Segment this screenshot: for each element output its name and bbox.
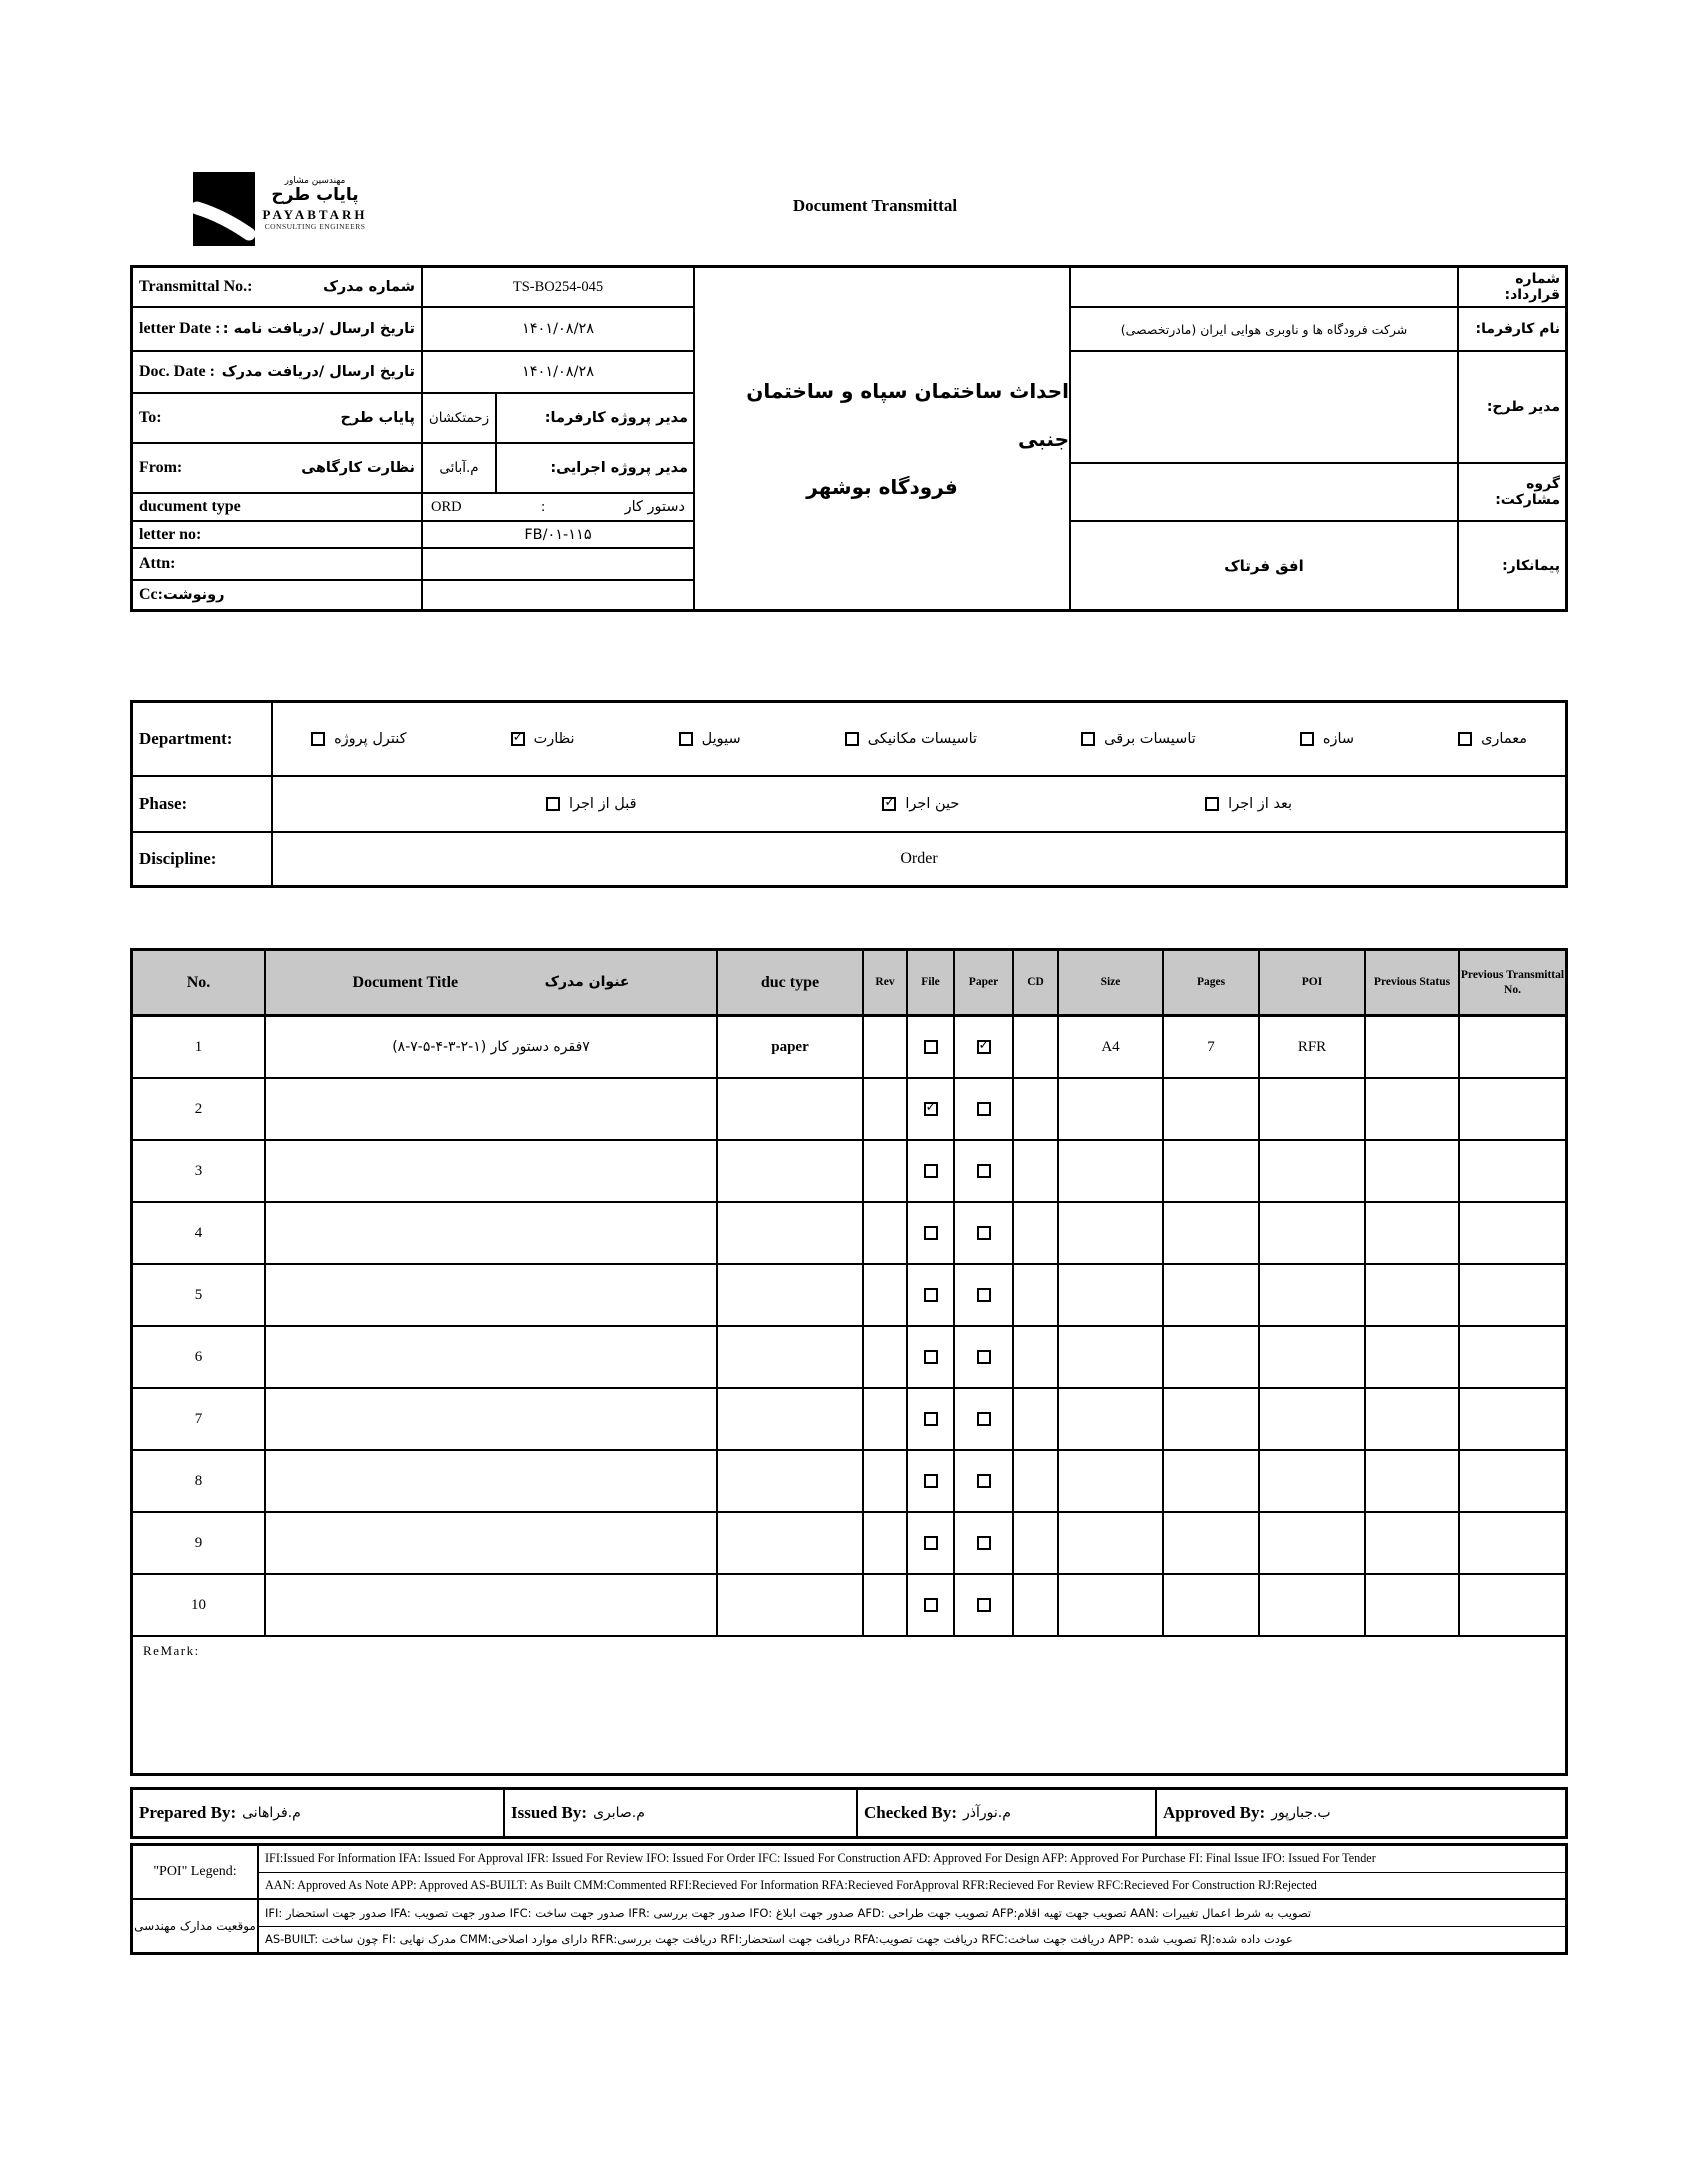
row-previous-status xyxy=(1366,1451,1460,1511)
row-previous-transmittal xyxy=(1460,1513,1565,1573)
table-row xyxy=(133,1017,1565,1079)
header-left-block xyxy=(133,268,695,609)
header-previous-transmittal: Previous Transmittal No. xyxy=(1460,969,1565,996)
row-poi xyxy=(1260,1141,1366,1201)
department-item-civil xyxy=(679,731,741,747)
letter-no-label-text: letter no: xyxy=(139,525,202,543)
department-item-label: تاسیسات مکانیکی xyxy=(867,731,978,747)
row-duc-type xyxy=(718,1575,864,1635)
row-paper-cell xyxy=(955,1141,1014,1201)
legend-row-fa-1: IFI: صدور جهت استحضار IFA: صدور جهت تصویب IFC: صدور جهت ساخت IFR: صدور جهت بررسی IFO: صدور جهت ابلاغ AFD: تصویب جهت طراحی AFP:تصویب جهت تهیه اقلام AAN: تصویب به شرط اعمال تغییرات xyxy=(259,1900,1565,1927)
file-checkbox[interactable] xyxy=(924,1164,938,1178)
phase-items xyxy=(273,777,1565,831)
row-pages xyxy=(1164,1575,1260,1635)
row-paper-cell xyxy=(955,1451,1014,1511)
row-file-cell xyxy=(908,1017,955,1077)
row-size xyxy=(1059,1079,1164,1139)
from-cell xyxy=(133,444,423,492)
row-poi xyxy=(1260,1451,1366,1511)
legend-row-en-1: IFI:Issued For Information IFA: Issued For Approval IFR: Issued For Review IFO: Issued For Order IFC: Issued For Construction AFD: Approved For Design AFP: Approved For Purchase FI: Final Issue IFO: Issued For Tender xyxy=(259,1846,1565,1873)
row-number: 3 xyxy=(133,1141,266,1201)
header-pages: Pages xyxy=(1164,951,1260,1014)
client-name-label: نام کارفرما: xyxy=(1475,321,1560,337)
file-checkbox[interactable] xyxy=(924,1536,938,1550)
row-previous-status xyxy=(1366,1575,1460,1635)
table-row xyxy=(133,1203,1565,1265)
header-previous-status: Previous Status xyxy=(1366,951,1460,1014)
row-pages xyxy=(1164,1265,1260,1325)
row-size xyxy=(1059,1451,1164,1511)
row-rev xyxy=(864,1389,908,1449)
row-number: 1 xyxy=(133,1017,266,1077)
row-duc-type xyxy=(718,1265,864,1325)
row-previous-status xyxy=(1366,1141,1460,1201)
from-person: م.آبائی xyxy=(423,444,497,492)
header-file: File xyxy=(908,951,955,1014)
table-row xyxy=(133,1265,1565,1327)
architecture-checkbox[interactable] xyxy=(1458,732,1472,746)
file-checkbox[interactable] xyxy=(924,1040,938,1054)
row-cd xyxy=(1014,1513,1059,1573)
doc-date-label-fa: تاریخ ارسال /دریافت مدرک xyxy=(221,364,415,380)
document-type-colon: : xyxy=(541,498,546,515)
row-previous-status xyxy=(1366,1079,1460,1139)
design-manager-label: مدیر طرح: xyxy=(1486,399,1560,415)
table-row xyxy=(133,1389,1565,1451)
logo-fa-name: پایاب طرح xyxy=(271,185,359,206)
row-pages xyxy=(1164,1079,1260,1139)
poi-legend-table xyxy=(130,1843,1568,1955)
letter-date-label-en: letter Date : xyxy=(139,320,221,337)
project-control-checkbox[interactable] xyxy=(311,732,325,746)
legend-row-fa-2: AS-BUILT: چون ساخت FI: مدرک نهایی CMM:دارای موارد اصلاحی RFR:دریافت جهت بررسی RFI:دریافت جهت استحضار RFA:دریافت جهت تصویب RFC:دریافت جهت ساخت APP: تصویب شده RJ:عودت داده شده xyxy=(265,1932,1293,1947)
row-cd xyxy=(1014,1017,1059,1077)
after-execution-checkbox[interactable] xyxy=(1205,797,1219,811)
file-checkbox[interactable] xyxy=(924,1598,938,1612)
civil-checkbox[interactable] xyxy=(679,732,693,746)
phase-item-before-execution xyxy=(546,796,637,812)
phase-item-label: قبل از اجرا xyxy=(568,796,637,812)
row-pages xyxy=(1164,1141,1260,1201)
row-file-cell xyxy=(908,1141,955,1201)
attn-label-text: Attn: xyxy=(139,555,176,572)
row-previous-status xyxy=(1366,1389,1460,1449)
file-checkbox[interactable] xyxy=(924,1412,938,1426)
issued-by-name: م.صابری xyxy=(593,1805,645,1821)
row-poi xyxy=(1260,1327,1366,1387)
row-cd xyxy=(1014,1575,1059,1635)
approved-by-name: ب.جبارپور xyxy=(1271,1805,1331,1821)
row-file-cell xyxy=(908,1513,955,1573)
to-person: زحمتکشان xyxy=(423,394,497,442)
row-previous-transmittal xyxy=(1460,1451,1565,1511)
row-duc-type xyxy=(718,1079,864,1139)
row-paper-cell xyxy=(955,1575,1014,1635)
department-item-label: سیویل xyxy=(701,731,741,747)
document-type-label xyxy=(133,494,423,520)
paper-checkbox[interactable] xyxy=(977,1040,991,1054)
header-document-title xyxy=(266,951,718,1014)
row-size xyxy=(1059,1141,1164,1201)
row-rev xyxy=(864,1327,908,1387)
department-item-label: سازه xyxy=(1322,731,1355,747)
mechanical-checkbox[interactable] xyxy=(845,732,859,746)
checked-by-cell xyxy=(858,1790,1157,1836)
doc-date-label-en: Doc. Date : xyxy=(139,363,215,380)
department-item-supervision xyxy=(511,731,575,747)
row-paper-cell xyxy=(955,1265,1014,1325)
row-previous-status xyxy=(1366,1017,1460,1077)
project-title-line1: احداث ساختمان سپاه و ساختمان جنبی xyxy=(746,378,1069,451)
row-rev xyxy=(864,1203,908,1263)
header-right-rows xyxy=(1071,268,1565,609)
row-pages xyxy=(1164,1389,1260,1449)
header-paper: Paper xyxy=(955,951,1014,1014)
row-previous-transmittal xyxy=(1460,1575,1565,1635)
doc-date-value: ۱۴۰۱/۰۸/۲۸ xyxy=(521,364,595,380)
prepared-by-name: م.فراهانی xyxy=(242,1805,301,1821)
row-paper-cell xyxy=(955,1389,1014,1449)
logo-en-subtitle: CONSULTING ENGINEERS xyxy=(264,221,366,231)
row-cd xyxy=(1014,1203,1059,1263)
row-document-title xyxy=(266,1141,718,1201)
row-cd xyxy=(1014,1079,1059,1139)
department-item-mechanical xyxy=(845,731,977,747)
phase-item-during-execution xyxy=(882,796,959,812)
partnership-group-label: گروه مشارکت: xyxy=(1495,476,1560,508)
phase-item-label: حین اجرا xyxy=(905,796,960,812)
paper-checkbox[interactable] xyxy=(977,1598,991,1612)
department-items xyxy=(273,703,1565,775)
row-cd xyxy=(1014,1265,1059,1325)
header-document-title-fa: عنوان مدرک xyxy=(544,973,630,990)
row-poi xyxy=(1260,1575,1366,1635)
row-duc-type xyxy=(718,1327,864,1387)
header-no: No. xyxy=(133,951,266,1014)
row-document-title xyxy=(266,1265,718,1325)
client-name-value: شرکت فرودگاه ها و ناوبری هوایی ایران (مادرتخصصی) xyxy=(1071,308,1459,350)
contract-no-label: شماره قرارداد: xyxy=(1504,271,1560,303)
header-info-table xyxy=(130,265,1568,612)
row-file-cell xyxy=(908,1327,955,1387)
company-logo-icon xyxy=(193,172,255,246)
contractor-label: پیمانکار: xyxy=(1502,557,1560,574)
row-previous-transmittal xyxy=(1460,1203,1565,1263)
row-poi xyxy=(1260,1079,1366,1139)
paper-checkbox[interactable] xyxy=(977,1226,991,1240)
client-pm-label: مدیر پروژه کارفرما: xyxy=(544,410,688,426)
row-size xyxy=(1059,1265,1164,1325)
before-execution-checkbox[interactable] xyxy=(546,797,560,811)
checked-by-label: Checked By: xyxy=(864,1803,958,1822)
cc-value xyxy=(423,581,693,609)
row-file-cell xyxy=(908,1079,955,1139)
legend-row-en-2: AAN: Approved As Note APP: Approved AS-BUILT: As Built CMM:Commented RFI:Recieved For Information RFA:Recieved ForApproval RFR:Recieved For Review RFC:Recieved For Construction RJ:Rejected xyxy=(259,1873,1565,1901)
row-number: 4 xyxy=(133,1203,266,1263)
row-previous-status xyxy=(1366,1513,1460,1573)
row-pages xyxy=(1164,1203,1260,1263)
transmittal-no-value: TS-BO254-045 xyxy=(512,278,604,295)
transmittal-no-label-fa: شماره مدرک xyxy=(323,279,415,295)
legend-label-column xyxy=(133,1846,259,1952)
paper-checkbox[interactable] xyxy=(977,1288,991,1302)
header-cd: CD xyxy=(1014,951,1059,1014)
file-checkbox[interactable] xyxy=(924,1288,938,1302)
checked-by-name: م.نورآذر xyxy=(963,1805,1011,1821)
row-document-title xyxy=(266,1513,718,1573)
row-previous-transmittal xyxy=(1460,1265,1565,1325)
paper-checkbox[interactable] xyxy=(977,1474,991,1488)
row-poi xyxy=(1260,1203,1366,1263)
poi-legend-label: "POI" Legend: xyxy=(133,1846,257,1900)
row-paper-cell xyxy=(955,1017,1014,1077)
row-rev xyxy=(864,1141,908,1201)
structure-checkbox[interactable] xyxy=(1300,732,1314,746)
row-cd xyxy=(1014,1327,1059,1387)
from-label: From: xyxy=(139,459,183,476)
attn-label xyxy=(133,549,423,579)
to-value: پایاب طرح xyxy=(340,410,415,426)
row-document-title xyxy=(266,1575,718,1635)
department-item-architecture xyxy=(1458,731,1527,747)
row-poi xyxy=(1260,1389,1366,1449)
row-cd xyxy=(1014,1451,1059,1511)
row-pages xyxy=(1164,1513,1260,1573)
contract-no-value xyxy=(1071,268,1459,306)
row-size: A4 xyxy=(1059,1017,1164,1077)
partnership-group-value xyxy=(1071,464,1459,520)
remark-label: ReMark: xyxy=(143,1643,200,1658)
paper-checkbox[interactable] xyxy=(977,1164,991,1178)
header-right-block xyxy=(695,268,1565,609)
row-size xyxy=(1059,1575,1164,1635)
row-previous-status xyxy=(1366,1203,1460,1263)
row-rev xyxy=(864,1575,908,1635)
row-duc-type: paper xyxy=(718,1017,864,1077)
discipline-label: Discipline: xyxy=(133,833,273,885)
row-document-title xyxy=(266,1079,718,1139)
header-size: Size xyxy=(1059,951,1164,1014)
row-pages: 7 xyxy=(1164,1017,1260,1077)
department-item-label: تاسیسات برقی xyxy=(1104,731,1196,747)
cc-label-fa: رونوشت xyxy=(162,587,225,603)
row-previous-transmittal xyxy=(1460,1141,1565,1201)
department-label: Department: xyxy=(133,703,273,775)
document-status-label: موقعیت مدارک مهندسی xyxy=(134,1919,256,1933)
row-size xyxy=(1059,1327,1164,1387)
document-type-label-text: ducument type xyxy=(139,498,241,515)
letter-date-value: ۱۴۰۱/۰۸/۲۸ xyxy=(521,321,595,337)
transmittal-no-label-en: Transmittal No.: xyxy=(139,278,253,295)
row-poi xyxy=(1260,1265,1366,1325)
department-item-label: معماری xyxy=(1481,731,1527,747)
approved-by-cell xyxy=(1157,1790,1565,1836)
row-document-title: ۷فقره دستور کار (۱-۲-۳-۴-۵-۷-۸) xyxy=(266,1017,718,1077)
phase-label: Phase: xyxy=(133,777,273,831)
transmittal-no-label xyxy=(133,268,423,306)
row-previous-status xyxy=(1366,1327,1460,1387)
row-duc-type xyxy=(718,1141,864,1201)
row-number: 10 xyxy=(133,1575,266,1635)
document-type-code: ORD xyxy=(431,498,462,515)
row-pages xyxy=(1164,1327,1260,1387)
row-paper-cell xyxy=(955,1327,1014,1387)
to-cell xyxy=(133,394,423,442)
logo-fa-subtitle: مهندسین مشاور xyxy=(284,176,346,186)
row-file-cell xyxy=(908,1203,955,1263)
row-duc-type xyxy=(718,1451,864,1511)
row-number: 6 xyxy=(133,1327,266,1387)
signatures-row xyxy=(130,1787,1568,1839)
document-type-fa: دستور کار xyxy=(624,499,685,515)
row-number: 9 xyxy=(133,1513,266,1573)
row-file-cell xyxy=(908,1265,955,1325)
project-title-cell xyxy=(695,268,1071,609)
remark-area xyxy=(133,1637,1565,1773)
documents-table-header xyxy=(133,951,1565,1017)
prepared-by-label: Prepared By: xyxy=(139,1803,237,1822)
department-item-label: نظارت xyxy=(533,731,575,747)
row-poi xyxy=(1260,1513,1366,1573)
project-title-line2: فرودگاه بوشهر xyxy=(806,474,958,499)
document-type-value xyxy=(423,494,693,520)
row-paper-cell xyxy=(955,1203,1014,1263)
paper-checkbox[interactable] xyxy=(977,1536,991,1550)
table-row xyxy=(133,1451,1565,1513)
letter-date-label xyxy=(133,308,423,350)
row-duc-type xyxy=(718,1203,864,1263)
paper-checkbox[interactable] xyxy=(977,1102,991,1116)
header-document-title-en: Document Title xyxy=(352,973,459,991)
documents-table xyxy=(130,948,1568,1776)
row-number: 8 xyxy=(133,1451,266,1511)
row-rev xyxy=(864,1265,908,1325)
row-document-title xyxy=(266,1203,718,1263)
letter-no-value: FB/۰۱-۱۱۵ xyxy=(524,526,592,543)
cc-label-en: Cc: xyxy=(139,586,163,603)
file-checkbox[interactable] xyxy=(924,1350,938,1364)
phase-item-after-execution xyxy=(1205,796,1292,812)
logo-swoosh-icon xyxy=(193,172,255,246)
file-checkbox[interactable] xyxy=(924,1102,938,1116)
page-title: Document Transmittal xyxy=(792,196,958,215)
row-file-cell xyxy=(908,1451,955,1511)
row-previous-transmittal xyxy=(1460,1079,1565,1139)
department-item-electrical xyxy=(1081,731,1196,747)
row-rev xyxy=(864,1513,908,1573)
department-item-label: کنترل پروژه xyxy=(334,731,407,747)
file-checkbox[interactable] xyxy=(924,1474,938,1488)
design-manager-value xyxy=(1071,352,1459,462)
company-logo-text xyxy=(250,176,380,231)
row-number: 7 xyxy=(133,1389,266,1449)
electrical-checkbox[interactable] xyxy=(1081,732,1095,746)
classification-table xyxy=(130,700,1568,888)
row-poi: RFR xyxy=(1260,1017,1366,1077)
row-previous-transmittal xyxy=(1460,1327,1565,1387)
row-pages xyxy=(1164,1451,1260,1511)
letter-date-label-fa: تاریخ ارسال /دریافت نامه : xyxy=(222,321,415,337)
department-item-structure xyxy=(1300,731,1354,747)
row-rev xyxy=(864,1079,908,1139)
row-previous-status xyxy=(1366,1265,1460,1325)
cc-label xyxy=(133,581,423,609)
legend-rows xyxy=(259,1846,1565,1952)
row-file-cell xyxy=(908,1575,955,1635)
doc-table-body xyxy=(133,1017,1565,1637)
row-document-title xyxy=(266,1327,718,1387)
attn-value xyxy=(423,549,693,579)
row-duc-type xyxy=(718,1513,864,1573)
row-rev xyxy=(864,1017,908,1077)
logo-en-name: PAYABTARH xyxy=(262,206,368,222)
table-row xyxy=(133,1079,1565,1141)
paper-checkbox[interactable] xyxy=(977,1350,991,1364)
during-execution-checkbox[interactable] xyxy=(882,797,896,811)
issued-by-cell xyxy=(505,1790,858,1836)
file-checkbox[interactable] xyxy=(924,1226,938,1240)
row-paper-cell xyxy=(955,1079,1014,1139)
row-number: 2 xyxy=(133,1079,266,1139)
row-previous-transmittal xyxy=(1460,1389,1565,1449)
row-duc-type xyxy=(718,1389,864,1449)
exec-pm-label: مدیر پروژه اجرایی: xyxy=(550,460,688,476)
table-row xyxy=(133,1575,1565,1637)
row-size xyxy=(1059,1513,1164,1573)
contractor-value: افق فرتاک xyxy=(1071,522,1459,609)
table-row xyxy=(133,1141,1565,1203)
doc-date-label xyxy=(133,352,423,392)
row-previous-transmittal xyxy=(1460,1017,1565,1077)
row-paper-cell xyxy=(955,1513,1014,1573)
approved-by-label: Approved By: xyxy=(1163,1803,1266,1822)
phase-item-label: بعد از اجرا xyxy=(1228,796,1293,812)
letter-no-label xyxy=(133,522,423,547)
issued-by-label: Issued By: xyxy=(511,1803,588,1822)
row-size xyxy=(1059,1389,1164,1449)
department-item-project-control xyxy=(311,731,406,747)
paper-checkbox[interactable] xyxy=(977,1412,991,1426)
row-document-title xyxy=(266,1451,718,1511)
to-label: To: xyxy=(139,409,162,426)
discipline-value: Order xyxy=(900,850,938,867)
row-cd xyxy=(1014,1389,1059,1449)
row-number: 5 xyxy=(133,1265,266,1325)
row-file-cell xyxy=(908,1389,955,1449)
header-rev: Rev xyxy=(864,951,908,1014)
table-row xyxy=(133,1327,1565,1389)
row-rev xyxy=(864,1451,908,1511)
from-value: نظارت کارگاهی xyxy=(301,460,415,476)
prepared-by-cell xyxy=(133,1790,505,1836)
header-poi: POI xyxy=(1260,951,1366,1014)
supervision-checkbox[interactable] xyxy=(511,732,525,746)
row-cd xyxy=(1014,1141,1059,1201)
row-size xyxy=(1059,1203,1164,1263)
header-duc-type: duc type xyxy=(718,951,864,1014)
table-row xyxy=(133,1513,1565,1575)
row-document-title xyxy=(266,1389,718,1449)
